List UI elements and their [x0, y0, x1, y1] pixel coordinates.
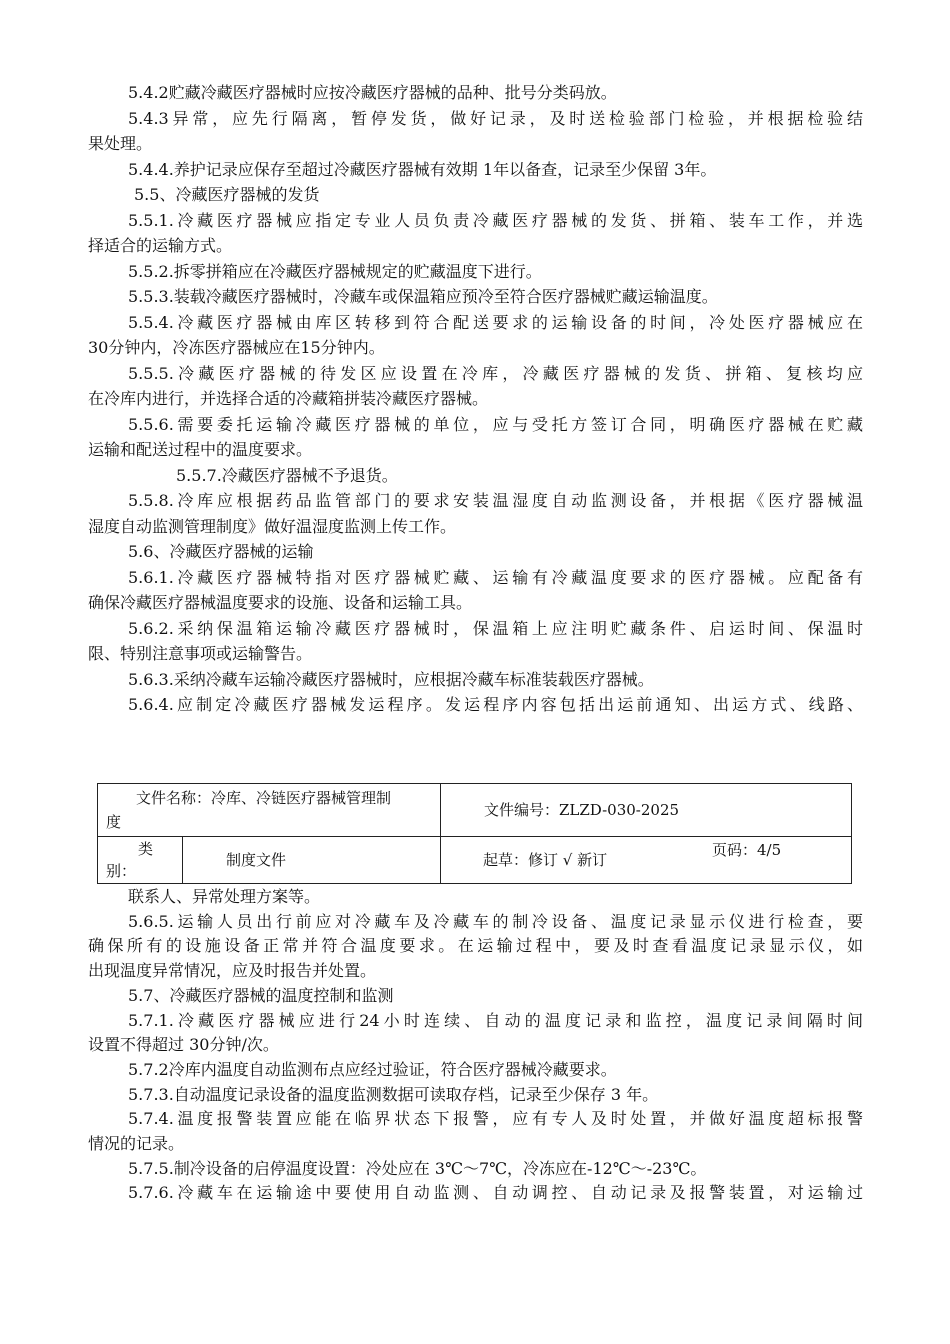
category-value: 制度文件 [226, 851, 287, 869]
paragraph-line: 5.7.6.冷藏车在运输途中要使用自动监测、自动调控、自动记录及报警装置，对运输过 [128, 1183, 863, 1203]
paragraph-line: 30分钟内，冷冻医疗器械应在15分钟内。 [88, 338, 385, 357]
paragraph-line: 5.6.3.采纳冷藏车运输冷藏医疗器械时，应根据冷藏车标准装载医疗器械。 [128, 669, 654, 689]
paragraph-line: 5.7.2冷库内温度自动监测布点应经过验证，符合医疗器械冷藏要求。 [128, 1059, 617, 1079]
paragraph-line: 5.6.5.运输人员出行前应对冷藏车及冷藏车的制冷设备、温度记录显示仪进行检查，要 [128, 911, 863, 931]
paragraph-line: 5.7.1.冷藏医疗器械应进行24小时连续、自动的温度记录和监控，温度记录间隔时间 [128, 1010, 863, 1030]
paragraph-line: 限、特别注意事项或运输警告。 [88, 644, 313, 663]
paragraph-line: 5.5.2.拆零拼箱应在冷藏医疗器械规定的贮藏温度下进行。 [128, 261, 542, 281]
header-divider [440, 784, 441, 836]
paragraph-line: 湿度自动监测管理制度》做好温湿度监测上传工作。 [88, 516, 457, 536]
paragraph-line: 5.5.3.装载冷藏医疗器械时，冷藏车或保温箱应预冷至符合医疗器械贮藏运输温度。 [128, 287, 718, 306]
paragraph-line: 果处理。 [88, 134, 153, 153]
paragraph-line: 确保冷藏医疗器械温度要求的设施、设备和运输工具。 [88, 593, 473, 612]
paragraph-line: 5.5.8.冷库应根据药品监管部门的要求安装温湿度自动监测设备，并根据《医疗器械温 [128, 491, 863, 510]
page-number: 页码：4/5 [712, 841, 782, 859]
paragraph-line: 运输和配送过程中的温度要求。 [88, 440, 313, 459]
header-divider [440, 836, 441, 884]
paragraph-line: 择适合的运输方式。 [88, 236, 233, 255]
paragraph-line: 5.7.5.制冷设备的启停温度设置：冷处应在 3℃～7℃，冷冻应在-12℃～-23℃。 [128, 1158, 707, 1178]
paragraph-line: 5.7.3.自动温度记录设备的温度监测数据可读取存档，记录至少保存 3 年。 [128, 1084, 659, 1104]
paragraph-line: 5.5.1.冷藏医疗器械应指定专业人员负责冷藏医疗器械的发货、拼箱、装车工作，并选 [128, 210, 863, 230]
paragraph-line: 5.5.5.冷藏医疗器械的待发区应设置在冷库，冷藏医疗器械的发货、拼箱、复核均应 [128, 363, 863, 383]
paragraph-line: 5.4.4.养护记录应保存至超过冷藏医疗器械有效期 1年以备查，记录至少保留 3年。 [128, 159, 717, 179]
paragraph-line: 5.4.3异常，应先行隔离，暂停发货，做好记录，及时送检验部门检验，并根据检验结 [128, 108, 863, 128]
paragraph-line: 5.7、冷藏医疗器械的温度控制和监测 [128, 985, 394, 1005]
paragraph-line: 联系人、异常处理方案等。 [128, 887, 321, 906]
paragraph-line: 情况的记录。 [88, 1134, 185, 1153]
paragraph-line: 出现温度异常情况，应及时报告并处置。 [88, 961, 377, 981]
paragraph-line: 在冷库内进行，并选择合适的冷藏箱拼装冷藏医疗器械。 [88, 389, 489, 408]
header-divider [182, 836, 183, 884]
document-header-table [97, 783, 852, 884]
paragraph-line: 5.6.4.应制定冷藏医疗器械发运程序。发运程序内容包括出运前通知、出运方式、线路、 [128, 695, 863, 714]
header-row-2 [98, 836, 851, 884]
paragraph-line: 5.6、冷藏医疗器械的运输 [128, 542, 314, 561]
paragraph-line: 5.6.2.采纳保温箱运输冷藏医疗器械时，保温箱上应注明贮藏条件、启运时间、保温时 [128, 618, 863, 638]
category-label: 类 [138, 840, 154, 858]
header-row-1 [98, 784, 851, 837]
paragraph-line: 5.6.1.冷藏医疗器械特指对医疗器械贮藏、运输有冷藏温度要求的医疗器械。应配备有 [128, 567, 863, 587]
paragraph-line: 确保所有的设施设备正常并符合温度要求。在运输过程中，要及时查看温度记录显示仪，如 [88, 936, 863, 956]
paragraph-line: 5.4.2贮藏冷藏医疗器械时应按冷藏医疗器械的品种、批号分类码放。 [128, 83, 617, 102]
file-number: 文件编号：ZLZD-030-2025 [484, 801, 680, 819]
category-label-cont: 别： [106, 862, 137, 880]
paragraph-line: 5.5、冷藏医疗器械的发货 [134, 185, 320, 204]
paragraph-line: 5.5.6.需要委托运输冷藏医疗器械的单位，应与受托方签订合同，明确医疗器械在贮藏 [128, 414, 863, 434]
file-name-label: 文件名称：冷库、冷链医疗器械管理制 [136, 789, 392, 807]
file-name-label-cont: 度 [106, 813, 122, 831]
paragraph-line: 设置不得超过 30分钟/次。 [88, 1035, 279, 1055]
paragraph-line: 5.7.4.温度报警装置应能在临界状态下报警，应有专人及时处置，并做好温度超标报警 [128, 1109, 863, 1129]
paragraph-line: 5.5.7.冷藏医疗器械不予退货。 [176, 465, 398, 485]
draft-status: 起草：修订 √ 新订 [483, 851, 608, 869]
paragraph-line: 5.5.4.冷藏医疗器械由库区转移到符合配送要求的运输设备的时间，冷处医疗器械应在 [128, 312, 863, 332]
